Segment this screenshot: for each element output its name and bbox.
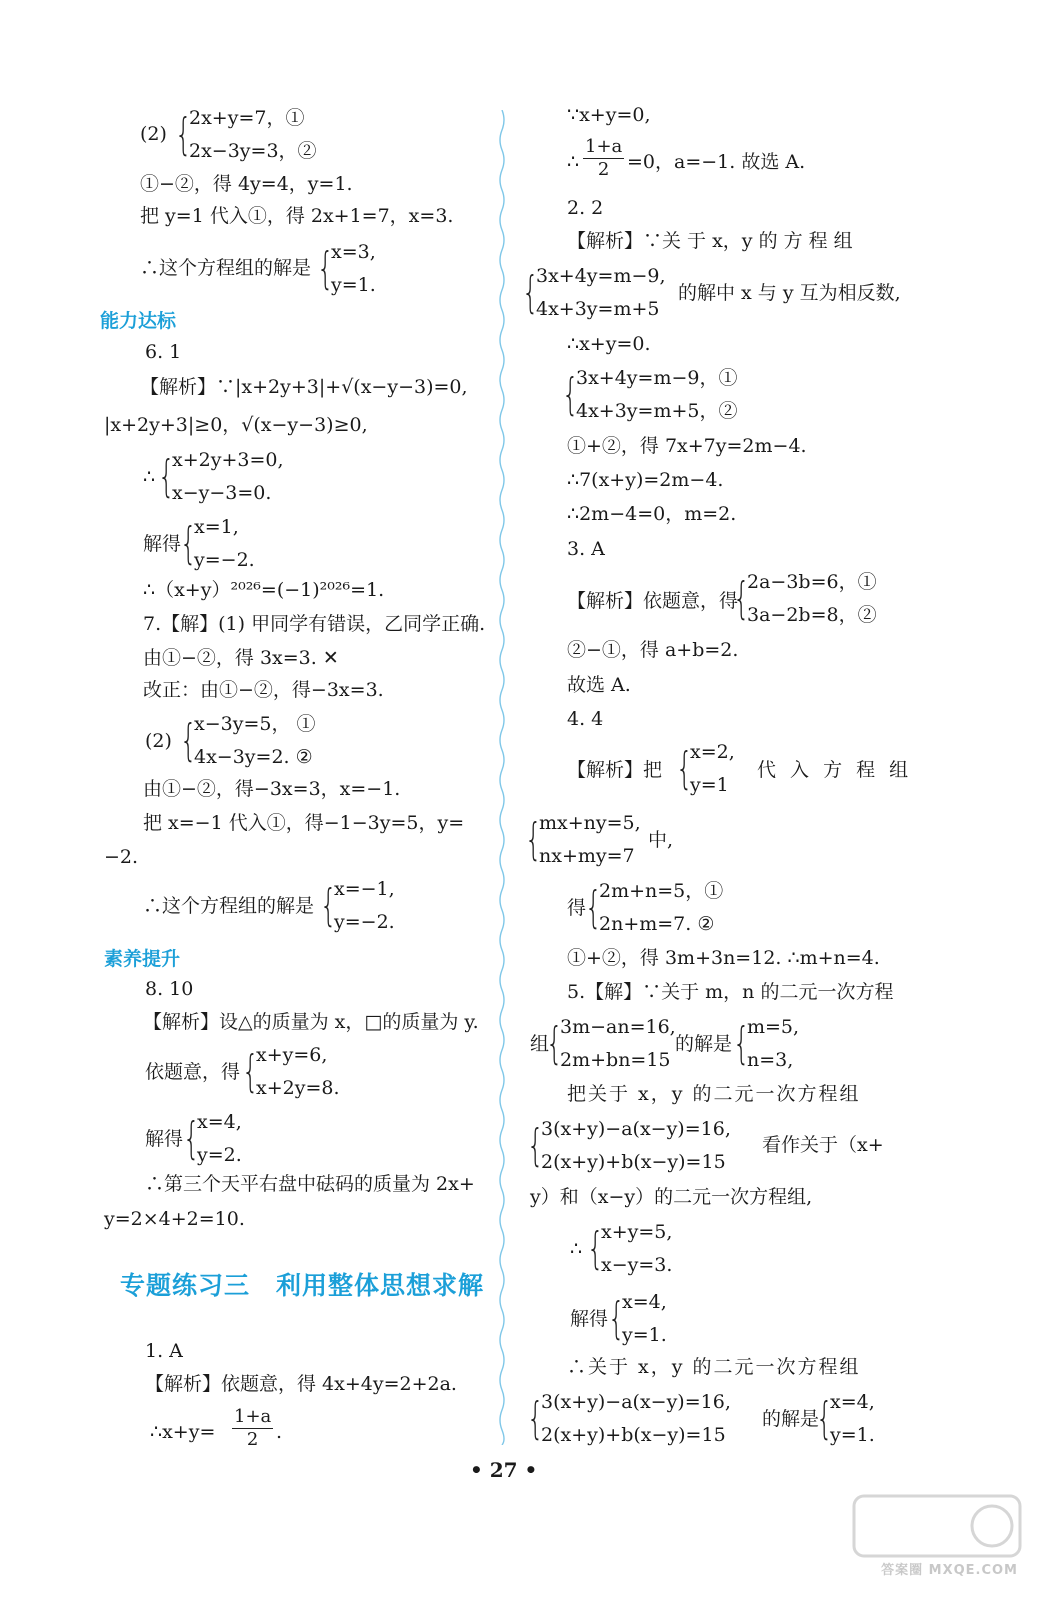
r-q2-sysb1: 3x+4y=m−9，① [576,367,738,389]
r-q2-line1: 【解析】∵关 于 x，y 的 方 程 组 [567,230,853,252]
q8-sol2: y=2. [197,1144,242,1166]
r-q3-sys1: 2a−3b=6，① [747,571,877,593]
r-q5-sys1: 3m−an=16, [560,1016,676,1038]
r-q4-sys2: nx+my=7 [539,845,635,867]
q8-solve: 解得 [145,1128,184,1150]
t1-frac-num: 1+a [234,1406,272,1427]
r-q5-fin2: y=1. [830,1424,875,1446]
q2-label: (2) [140,123,167,145]
q2-eq1: 2x+y=7，① [189,107,305,129]
r-q5-sysc1: x+y=5, [601,1221,673,1243]
q7-sol2: y=−2. [334,911,395,933]
r-q3-answer: 3. A [567,538,605,560]
r-q4-line1-suffix: 代 入 方 程 组 [757,759,913,781]
column-divider [497,110,507,1445]
r-q5-sol1: m=5, [747,1016,800,1038]
q6-solve-label: 解得 [143,533,182,555]
q7-solution-prefix: ∴这个方程组的解是 [143,895,315,917]
q7-step2: 把 x=−1 代入①，得−1−3y=5，y= [143,812,465,834]
q7-eq2: 4x−3y=2. ② [194,746,313,768]
t1-answer: 1. A [145,1340,183,1362]
q8-sol1: x=4, [197,1111,242,1133]
r1-line1: ∵x+y=0, [567,104,651,126]
r-q5-line2: 把关于 x，y 的二元一次方程组 [567,1083,861,1105]
q7-sol1: x=−1, [334,878,395,900]
r1-fraction [583,136,624,181]
section-heading-ability: 能力达标 [100,310,177,332]
q8-answer: 8. 10 [145,978,194,1000]
q2-step2: 把 y=1 代入①，得 2x+1=7，x=3. [140,205,454,227]
r1-frac-num: 1+a [585,136,623,157]
q8-result1: ∴第三个天平右盘中砝码的质量为 2x+ [145,1173,475,1195]
r-q4-sysb1: 2m+n=5，① [599,880,724,902]
r-q4-sub2: y=1 [690,774,729,796]
r-q5-syse1: 3(x+y)−a(x−y)=16, [541,1391,731,1413]
q7-step3: −2. [104,846,139,868]
q2-sol2: y=1. [331,274,376,296]
t1-line2-prefix: ∴x+y= [150,1421,216,1443]
r-q5-line4: y）和（x−y）的二元一次方程组, [530,1186,813,1208]
r-q4-line1-prefix: 【解析】把 [567,759,663,781]
r-q5-line3: 看作关于（x+ [762,1134,884,1156]
r-q4-answer: 4. 4 [567,708,604,730]
q7-step1: 由①−②，得−3x=3，x=−1. [143,778,401,800]
r-q4-sysb2: 2n+m=7. ② [599,913,715,935]
r-q2-step1: ①+②，得 7x+7y=2m−4. [567,435,807,457]
r1-line2-suffix: =0，a=−1. 故选 A. [627,151,806,173]
t1-line1: 【解析】依题意，得 4x+4y=2+2a. [145,1373,457,1395]
r-q3-given: 【解析】依题意，得 [567,590,739,612]
q7-line1: 7.【解】(1) 甲同学有错误，乙同学正确. [143,613,486,635]
r-q4-get: 得 [567,897,587,919]
q6-sol1: x=1, [194,516,239,538]
q2-step1: ①−②，得 4y=4，y=1. [140,173,353,195]
q6-line1: 【解析】∵|x+2y+3|+√(x−y−3)=0, [140,376,468,398]
r-q5-sysb1: 3(x+y)−a(x−y)=16, [541,1118,731,1140]
q6-sol2: y=−2. [194,549,255,571]
r-q2-line2: 的解中 x 与 y 互为相反数, [678,282,901,304]
r-q5-final-mid: 的解是 [762,1408,820,1430]
r-q5-group: 组 [530,1033,550,1055]
r1-line2-prefix: ∴ [567,151,580,173]
r-q2-answer: 2. 2 [567,197,604,219]
r-q2-sys2: 4x+3y=m+5 [536,298,660,320]
q8-sys2: x+2y=8. [256,1077,340,1099]
r-q5-solve: 解得 [570,1308,609,1330]
r-q4-sys1: mx+ny=5, [539,812,641,834]
r-q3-step2: 故选 A. [567,674,631,696]
r-q2-step2: ∴7(x+y)=2m−4. [567,469,724,491]
q6-sys2: x−y−3=0. [172,482,272,504]
watermark-text: 答案圈 MXQE.COM [881,1563,1018,1578]
r-q5-sold2: y=1. [622,1324,667,1346]
r-q2-sys1: 3x+4y=m−9, [536,265,666,287]
r-q4-sub1: x=2, [690,741,735,763]
r-q4-mid: 中, [648,829,674,851]
q8-given: 依题意，得 [145,1061,241,1083]
r-q5-syse2: 2(x+y)+b(x−y)=15 [541,1424,726,1446]
r-q5-sysb2: 2(x+y)+b(x−y)=15 [541,1151,726,1173]
q8-sys1: x+y=6, [256,1044,328,1066]
q2-solution-prefix: ∴这个方程组的解是 [140,257,312,279]
q8-result2: y=2×4+2=10. [104,1208,245,1230]
r-q5-sol2: n=3, [747,1049,794,1071]
r-q2-sysb2: 4x+3y=m+5，② [576,400,738,422]
q8-line1: 【解析】设△的质量为 x，□的质量为 y. [143,1011,479,1033]
q6-sys1: x+2y+3=0, [172,449,284,471]
r1-frac-den: 2 [597,159,610,180]
r-q5-sysc2: x−y=3. [601,1254,673,1276]
r-q5-mid: 的解是 [675,1033,733,1055]
page-number: • 27 • [470,1458,538,1482]
q2-eq2: 2x−3y=3，② [189,140,317,162]
r-q5-line1: 5.【解】∵关于 m，n 的二元一次方程 [567,981,894,1003]
t1-fraction [232,1406,273,1451]
r-q5-therefore: ∴ [570,1238,583,1260]
q6-therefore: ∴ [143,466,156,488]
r-q5-fin1: x=4, [830,1391,875,1413]
t1-period: . [276,1421,283,1443]
r-q5-line5: ∴关于 x，y 的二元一次方程组 [567,1356,861,1378]
q6-answer: 6. 1 [145,341,182,363]
q7-line3: 改正：由①−②，得−3x=3. [143,679,384,701]
q7-label2: (2) [145,730,172,752]
r-q5-sold1: x=4, [622,1291,667,1313]
q7-eq1: x−3y=5， ① [194,713,316,735]
q6-result: ∴（x+y）²⁰²⁶=(−1)²⁰²⁶=1. [143,579,385,601]
topic-title: 专题练习三 利用整体思想求解 [120,1271,485,1300]
t1-frac-den: 2 [246,1429,259,1450]
q7-line2: 由①−②，得 3x=3. ✕ [143,647,339,669]
q2-sol1: x=3, [331,241,376,263]
r-q2-step3: ∴2m−4=0，m=2. [567,503,737,525]
r-q4-step: ①+②，得 3m+3n=12. ∴m+n=4. [567,947,880,969]
r-q5-sys2: 2m+bn=15 [560,1049,671,1071]
q6-line2: |x+2y+3|≥0，√(x−y−3)≥0, [104,414,368,436]
r-q2-line3: ∴x+y=0. [567,333,651,355]
r-q3-step1: ②−①，得 a+b=2. [567,639,739,661]
section-heading-literacy: 素养提升 [104,948,181,970]
r-q3-sys2: 3a−2b=8，② [747,604,877,626]
